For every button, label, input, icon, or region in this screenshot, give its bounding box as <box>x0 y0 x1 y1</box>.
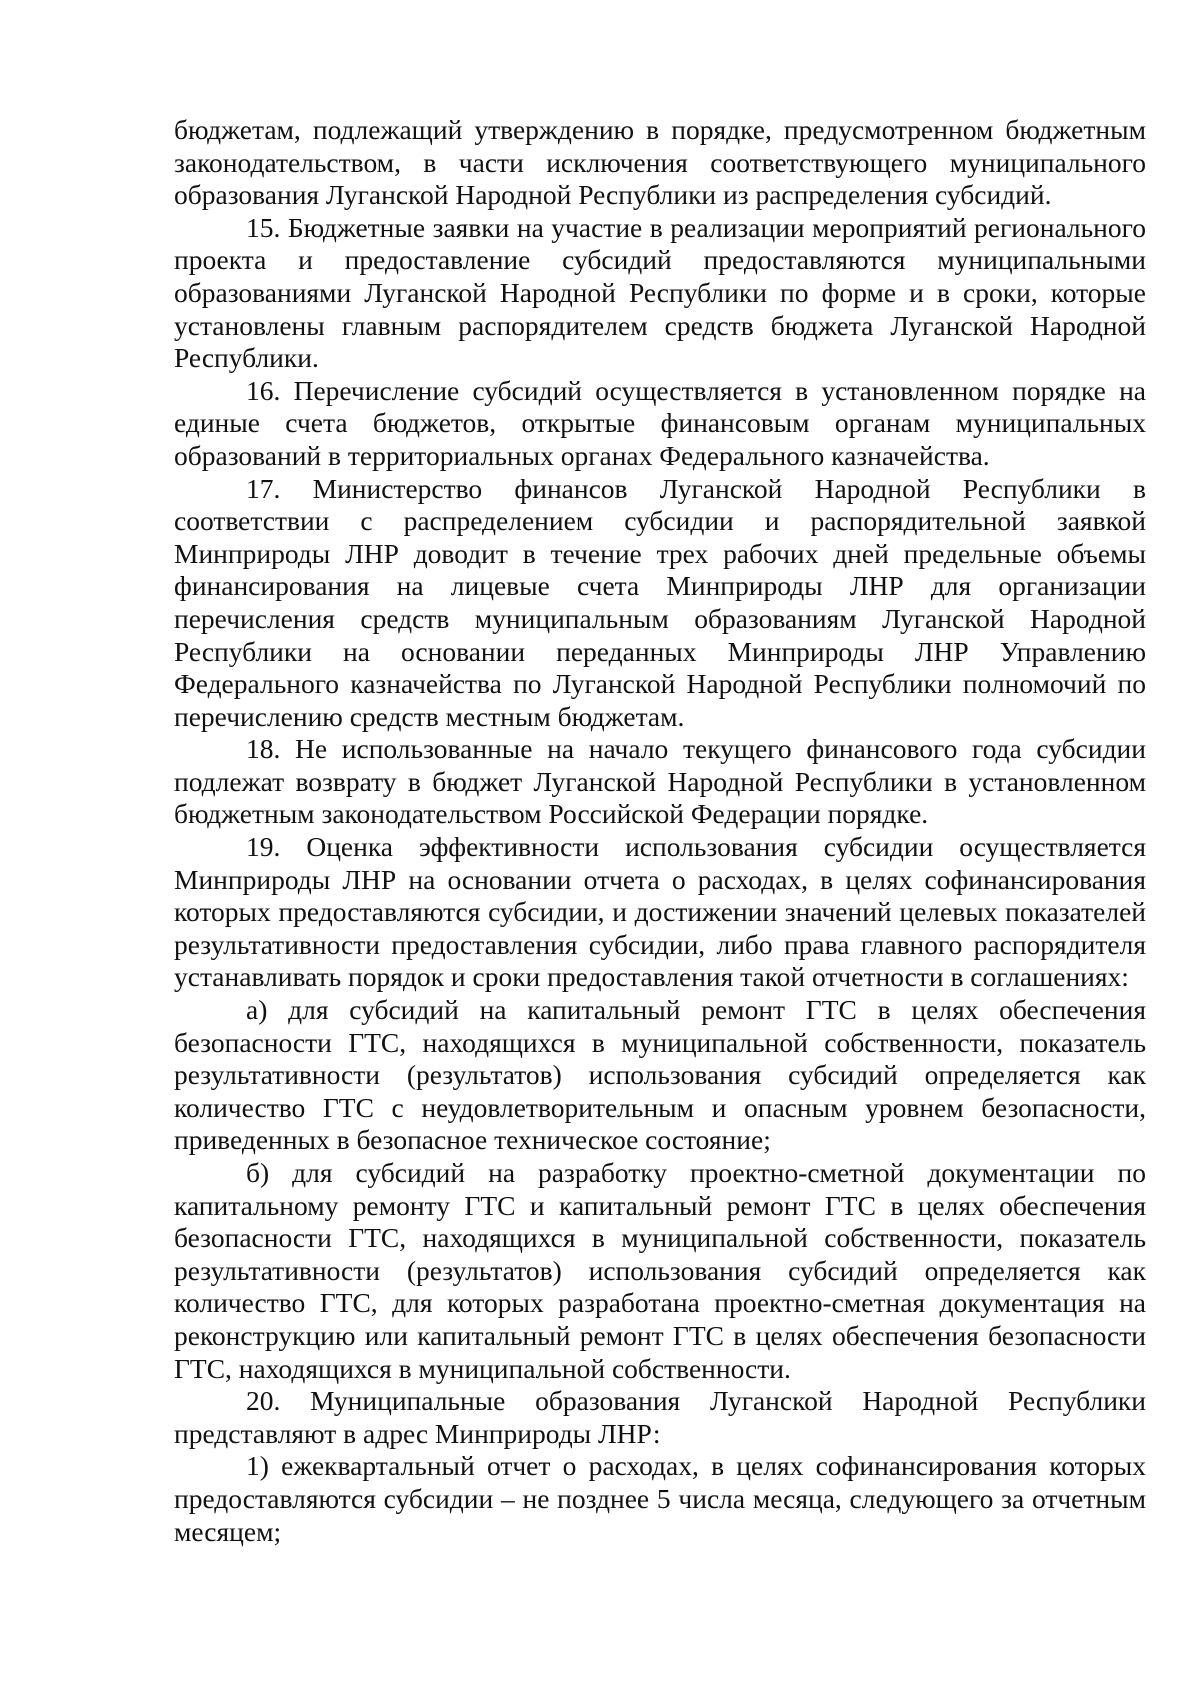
paragraph-16: 16. Перечисление субсидий осуществляется в установленном порядке на единые счета бюджетов, открытые финансовым органам муниципальных образований в территориальных органах Федерального казначейства. <box>174 374 1146 471</box>
paragraph-continuation: бюджетам, подлежащий утверждению в порядке, предусмотренном бюджетным законодательством, в части исключения соответствующего муниципального образования Луганской Народной Республики из распределения субсидий. <box>174 114 1146 211</box>
paragraph-19-a: а) для субсидий на капитальный ремонт ГТС в целях обеспечения безопасности ГТС, находящихся в муниципальной собственности, показатель результативности (результатов) использования субсидий определяется как количество ГТС с неудовлетворительным и опасным уровнем безопасности, приведенных в безопасное техническое состояние; <box>174 994 1146 1156</box>
paragraph-20-1: 1) ежеквартальный отчет о расходах, в целях софинансирования которых предоставляются субсидии – не позднее 5 числа месяца, следующего за отчетным месяцем; <box>174 1450 1146 1547</box>
paragraph-17: 17. Министерство финансов Луганской Народной Республики в соответствии с распределением субсидии и распорядительной заявкой Минприроды ЛНР доводит в течение трех рабочих дней предельные объемы финансирования на лицевые счета Минприроды ЛНР для организации перечисления средств муниципальным образованиям Луганской Народной Республики на основании переданных Минприроды ЛНР Управлению Федерального казначейства по Луганской Народной Республики полномочий по перечислению средств местным бюджетам. <box>174 472 1146 732</box>
paragraph-19: 19. Оценка эффективности использования субсидии осуществляется Минприроды ЛНР на основании отчета о расходах, в целях софинансирования которых предоставляются субсидии, и достижении значений целевых показателей результативности предоставления субсидии, либо права главного распорядителя устанавливать порядок и сроки предоставления такой отчетности в соглашениях: <box>174 831 1146 993</box>
paragraph-20: 20. Муниципальные образования Луганской Народной Республики представляют в адрес Минприроды ЛНР: <box>174 1385 1146 1449</box>
paragraph-15: 15. Бюджетные заявки на участие в реализации мероприятий регионального проекта и предоставление субсидий предоставляются муниципальными образованиями Луганской Народной Республики по форме и в сроки, которые установлены главным распорядителем средств бюджета Луганской Народной Республики. <box>174 211 1146 374</box>
paragraph-18: 18. Не использованные на начало текущего финансового года субсидии подлежат возврату в бюджет Луганской Народной Республики в установленном бюджетным законодательством Российской Федерации порядке. <box>174 733 1146 830</box>
paragraph-19-b: б) для субсидий на разработку проектно-сметной документации по капитальному ремонту ГТС и капитальный ремонт ГТС в целях обеспечения безопасности ГТС, находящихся в муниципальной собственности, показатель результативности (результатов) использования субсидий определяется как количество ГТС, для которых разработана проектно-сметная документация на реконструкцию или капитальный ремонт ГТС в целях обеспечения безопасности ГТС, находящихся в муниципальной собственности. <box>174 1157 1146 1384</box>
document-body <box>174 114 1146 1548</box>
